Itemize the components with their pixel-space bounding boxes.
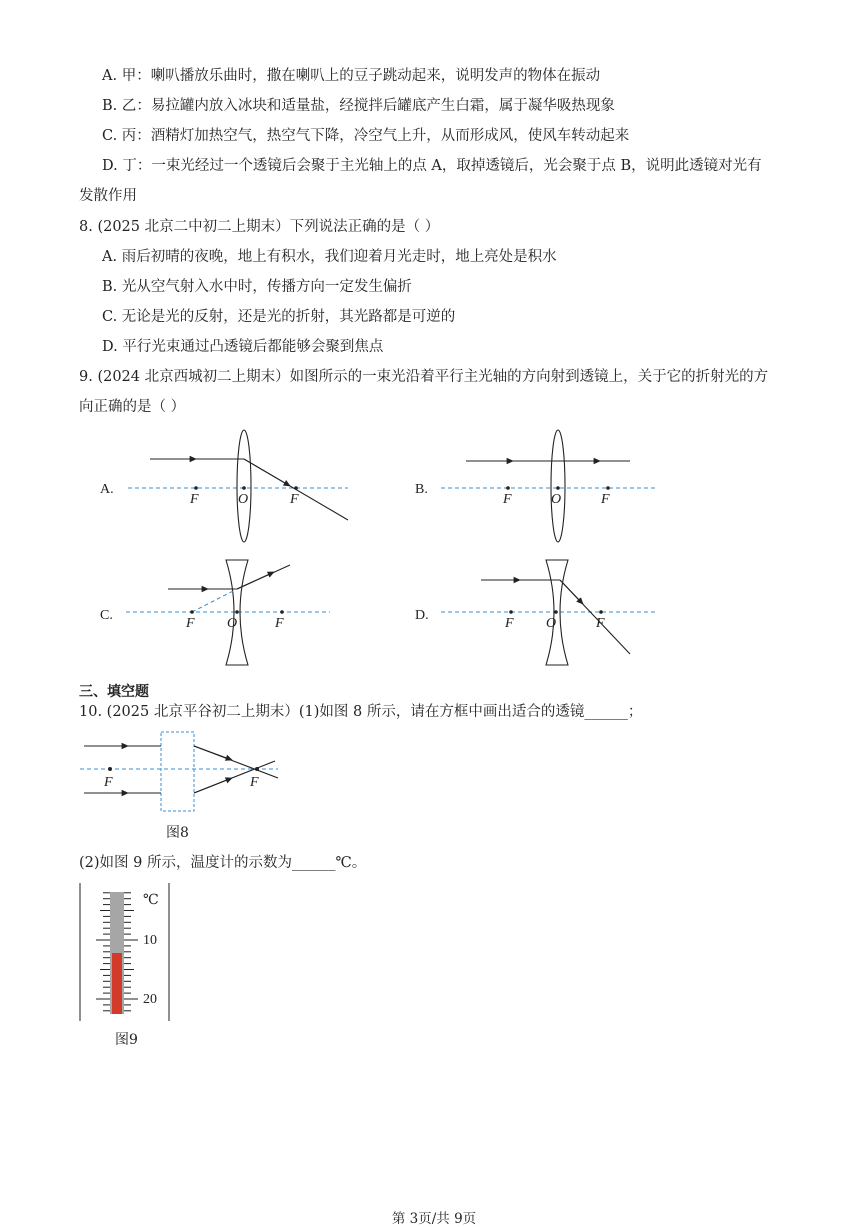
q8-option-b: B. 光从空气射入水中时，传播方向一定发生偏折	[102, 279, 412, 295]
thermo-unit: ℃	[143, 893, 159, 908]
q9-stem-line2: 向正确的是（ ）	[79, 399, 186, 415]
q9-b-label-f-right: F	[601, 492, 610, 507]
q10-part2: (2)如图 9 所示，温度计的示数为______℃。	[79, 855, 367, 871]
q9-d-label-o: O	[546, 616, 557, 631]
q8-option-d: D. 平行光束通过凸透镜后都能够会聚到焦点	[102, 339, 384, 355]
q7-option-d: D. 丁：一束光经过一个透镜后会聚于主光轴上的点 A，取掉透镜后，光会聚于点 B，说明此透镜对光有	[102, 158, 762, 174]
fig8-label-f-right: F	[250, 775, 259, 790]
q9-a-label-f-left: F	[190, 492, 199, 507]
q9-stem-line1: 9. (2024 北京西城初二上期末）如图所示的一束光沿着平行主光轴的方向射到透镜上，关于它的折射光的方	[79, 369, 769, 385]
q9-a-label-f-right: F	[290, 492, 299, 507]
q9-b-label-o: O	[551, 492, 562, 507]
q9-diagram-a	[100, 430, 348, 542]
q9-c-label-f-right: F	[275, 616, 284, 631]
figure-8	[80, 732, 278, 811]
q9-label-d: D.	[415, 608, 429, 623]
q9-label-c: C.	[100, 608, 113, 623]
q7-option-a: A. 甲：喇叭播放乐曲时，撒在喇叭上的豆子跳动起来，说明发声的物体在振动	[102, 68, 601, 84]
q9-c-label-o: O	[227, 616, 238, 631]
q9-diagram-b	[415, 430, 658, 542]
page-footer: 第 3页/共 9页	[391, 1211, 477, 1227]
thermo-tick-10: 10	[143, 933, 157, 948]
fig8-label-f-left: F	[104, 775, 113, 790]
q9-c-label-f-left: F	[186, 616, 195, 631]
q7-option-d-cont: 发散作用	[79, 188, 137, 204]
q9-d-label-f-left: F	[505, 616, 514, 631]
fig8-caption: 图8	[166, 825, 189, 841]
thermo-tick-20: 20	[143, 992, 157, 1007]
figure-9-thermometer	[80, 883, 169, 1021]
fig9-caption: 图9	[115, 1032, 138, 1048]
q9-diagram-c	[100, 560, 330, 665]
q10-part1: 10. (2025 北京平谷初二上期末）(1)如图 8 所示，请在方框中画出适合的透镜______；	[79, 704, 643, 720]
q8-stem: 8. (2025 北京二中初二上期末）下列说法正确的是（ ）	[79, 219, 440, 235]
q9-a-label-o: O	[238, 492, 249, 507]
q9-diagram-d	[415, 560, 656, 665]
q9-label-a: A.	[100, 482, 114, 497]
mercury-column	[112, 953, 122, 1014]
section-3-heading: 三、填空题	[79, 684, 149, 700]
q8-option-c: C. 无论是光的反射，还是光的折射，其光路都是可逆的	[102, 309, 456, 325]
q7-option-c: C. 丙：酒精灯加热空气，热空气下降，冷空气上升，从而形成风，使风车转动起来	[102, 128, 630, 144]
q9-label-b: B.	[415, 482, 428, 497]
q8-option-a: A. 雨后初晴的夜晚，地上有积水，我们迎着月光走时，地上亮处是积水	[102, 249, 557, 265]
q7-option-b: B. 乙：易拉罐内放入冰块和适量盐，经搅拌后罐底产生白霜，属于凝华吸热现象	[102, 98, 615, 114]
q9-d-label-f-right: F	[596, 616, 605, 631]
q9-b-label-f-left: F	[503, 492, 512, 507]
